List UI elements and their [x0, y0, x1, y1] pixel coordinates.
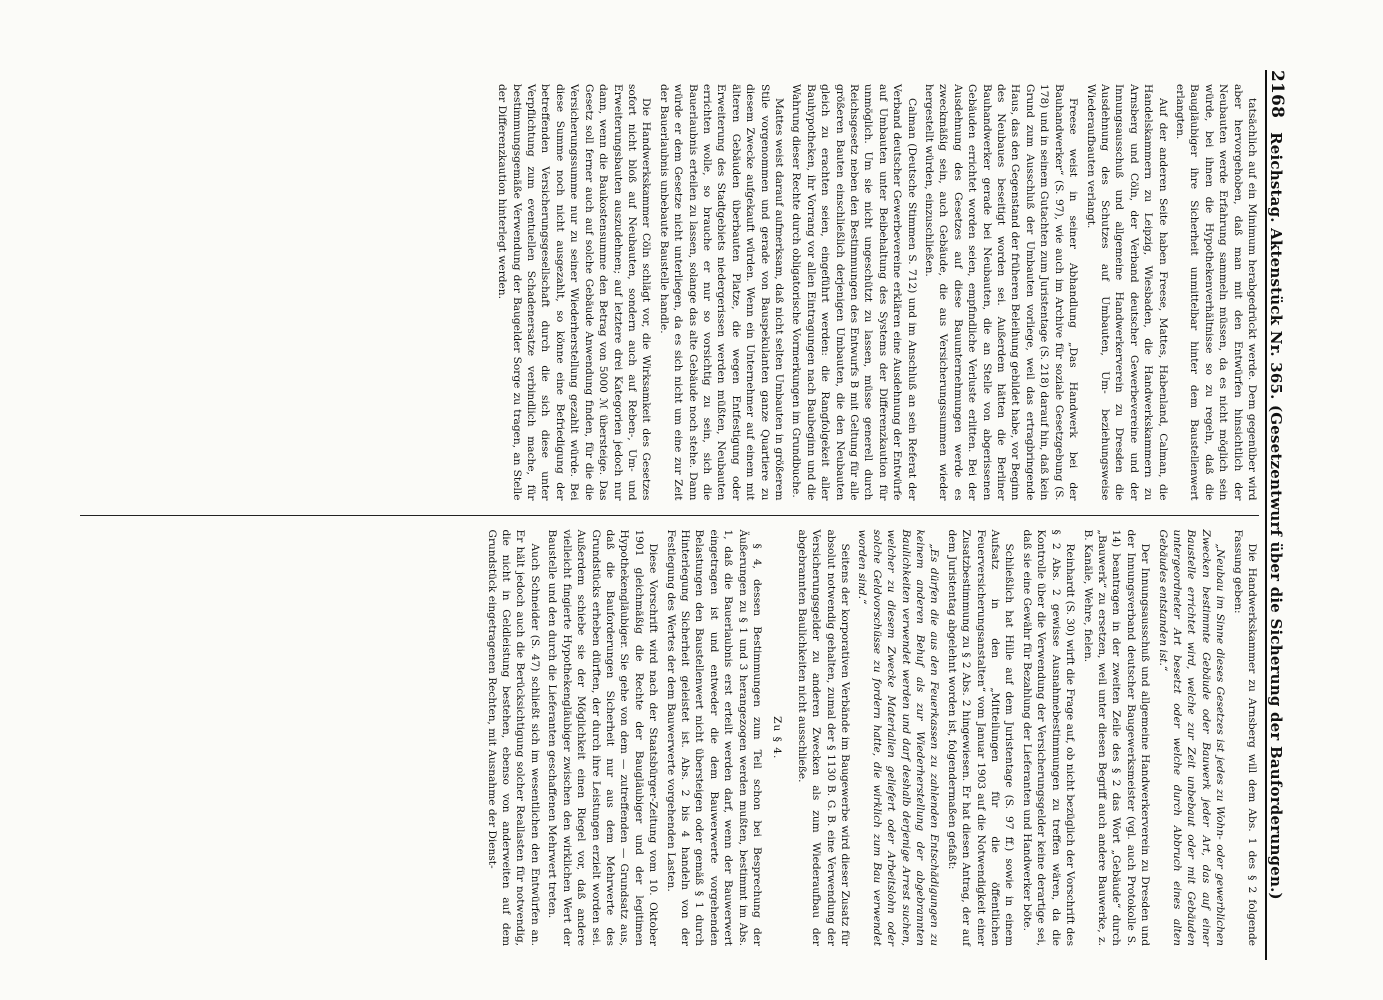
paragraph: Freese weist in seiner Abhandlung „Das Handwerk bei der Bauhandwerker“ (S. 97), wie auch im Archive für soziale Gesetzgebung (S. 178) und in seinem Gutachten zum Juristentage (S. 218) darauf hin, daß kein Grund zum Ausschluß der Umbauten vorliege, weil das ertragbringende Haus, das den Gegenstand der früheren Beleihung gebildet habe, vor Beginn des Neubaues beseitigt worden sei. Außerdem hätten die Berliner Bauhandwerker gerade bei Neubauten, die an Stelle von abgerissenen Gebäuden errichtet worden seien, empfindliche Verluste erlitten. Bei der Ausdehnung des Gesetzes auf diese Bauunternehmungen werde es zweckmäßig sein, auch Gebäude, die aus Versicherungssummen wieder hergestellt würden, einzuschließen.	[923, 84, 1080, 501]
section-heading: Zu § 4.	[771, 716, 784, 760]
paragraph: Schließlich hat Hille auf dem Juristentage (S. 97 ff.) sowie in einem Aufsatz in den „Mitteilungen für die öffentlichen Feuerversicherungsanstalten“ vom Januar 1903 auf die Notwendigkeit einer Zusatzbestimmung zu § 2 Abs. 2 hingewiesen. Er hat diesen Antrag, der auf dem Juristentag abgelehnt worden ist, folgendermaßen gefaßt:	[945, 529, 1016, 946]
paragraph: Calman (Deutsche Stimmen S. 712) und im Anschluß an sein Referat der Verband deutscher Gewerbevereine erklären eine Ausdehnung der Entwürfe auf Umbauten unter Beibehaltung des Systems der Differenzkaution für unmöglich. Um sie nicht ungeschützt zu lassen, müsse generell durch Reichsgesetz neben den Bestimmungen des Entwurfs B mit Geltung für alle größeren Bauten einschließlich derjenigen Umbauten, die den Neubauten gleich zu erachten seien, eingeführt werden: die Rangfolgekeit aller Bauhypotheken, ihr Vorrang vor allen Eintragungen nach Baubeginn und die Wahrung dieser Rechte durch obligatorische Vormerkungen im Grundbuche.	[790, 84, 918, 501]
paragraph: Reinhardt (S. 30) wirft die Frage auf, ob nicht bezüglich der Vorschrift des § 2 Abs. 2 gewisse Ausnahmebestimmungen zu treffen wären, da die Kontrolle über die Verwendung der Versicherungsgelder keine derartige sei, daß sie eine Gewähr für Bezahlung der Lieferanten und Handwerker böte.	[1020, 529, 1077, 946]
right-column	[80, 515, 1259, 961]
page-header	[1265, 70, 1301, 960]
left-column	[80, 70, 1259, 515]
paragraph: Auch Schneider (S. 47) schließt sich im wesentlichen den Entwürfen an. Er hält jedoch auch die Berücksichtigung solcher Reallasten für notwendig, die nicht in Geldleistung bestehen, ebenso von anderweiten auf dem Grundstück eingetragenen Rechten, mit Ausnahme der Dienst-	[485, 529, 541, 946]
page-number: 2168	[1267, 70, 1287, 119]
quotation: „Neubau im Sinne dieses Gesetzes ist jedes zu Wohn- oder gewerblichen Zwecken bestimmte Gebäude oder Bauwerk jeder Art, das auf einer Baustelle errichtet wird, welche zur Zeit unbebaut oder mit Gebäuden untergeordneter Art besetzt oder welche durch Abbruch eines alten Gebäudes entstanden ist.“	[1156, 529, 1227, 946]
paragraph: Die Handwerkskammer zu Arnsberg will dem Abs. 1 des § 2 folgende Fassung geben:	[1231, 529, 1258, 946]
paragraph: Auf der anderen Seite haben Freese, Mattes, Habenland, Calman, die Handelskammern zu Leipzig, Wiesbaden, die Handwerkskammern zu Arnsberg und Cöln, der Verband deutscher Gewerbevereine und der Innungsausschuß und allgemeine Handwerkerverein zu Dresden die Ausdehnung des Schutzes auf Umbauten, Um- beziehungsweise Wiederaufbauten verlangt.	[1084, 84, 1169, 501]
paragraph: Die Handwerkskammer Cöln schlägt vor, die Wirksamkeit des Gesetzes sofort nicht bloß auf Neubauten, sondern auch auf Reben-, Um- und Erweiterungsbauten auszudehnen; auf letztere drei Kategorien jedoch nur dann, wenn die Baukostensumme den Betrag von 5000 ℳ übersteige. Das Gesetz soll ferner auch auf solche Gebäude Anwendung finden, für die die Versicherungssumme nur zu seiner Wiederherstellung gezahlt würde. Bei diese Summe noch nicht ausgezahlt, so könne eine Befriedigung der betreffenden Versicherungsgesellschaft durch die sich diese unter Verpflichtung zum eventuellen Schadenersatze verbindlich mache, für bestimmungsgemäße Verwendung der Baugelder Sorge zu tragen, an Stelle der Differenzkaution hinterlegt werden.	[496, 84, 653, 501]
paragraph: Mattes weist darauf aufmerksam, daß nicht selten Umbauten in größerem Stile vorgenommen und gerade von Bauspekulanten ganze Quartiere zu diesem Zwecke aufgekauft würden. Wenn ein Unternehmer auf einem mit älteren Gebäuden überbauten Platze, die wegen Entfestigung oder Erweiterung des Stadtgebiets niedergerissen werden müßten, Neubauten errichten wolle, so brauche er nur so vorsichtig zu sein, sich die Bauerlaubnis erteilen zu lassen, solange das alte Gebäude noch stehe. Dann würde er dem Gesetze nicht unterliegen, da es sich nicht um eine zur Zeit der Bauerlaubnis unbebaute Baustelle handle.	[657, 84, 785, 501]
paragraph: Seitens der korporativen Verbände im Baugewerbe wird dieser Zusatz für absolut notwendig gehalten, zumal der § 1130 B. G. B. eine Verwendung der Versicherungsgelder zu anderen Zwecken als zum Wiederaufbau der abgebrannten Baulichkeiten nicht ausschließe.	[795, 529, 852, 946]
paragraph: § 4, dessen Bestimmungen zum Teil schon bei Besprechung der Äußerungen zu § 1 und 3 herangezogen werden mußten, bestimmt im Abs. 1, daß die Bauerlaubnis erst erteilt werden darf, wenn der Bauwerwert eingetragen ist und entweder die dem Bauwerwerte vorgehenden Belastungen den Baustellenwert nicht übersteigen oder gemäß § 1 durch Hinterlegung Sicherheit geleistet ist. Abs. 2 bis 4 handeln von der Festlegung des Wertes der dem Bauwerwerte vorgehenden Lasten.	[664, 529, 763, 946]
paragraph: tatsächlich auf ein Minimum herabgedrückt werde. Dem gegenüber wird aber hervorgehoben, daß man mit den Entwürfen hinsichtlich der Neubauten werde Erfahrung sammeln müssen, da es nicht möglich sein würde, bei ihnen die Hypothekenverhältnisse so zu regeln, daß die Baugläubiger ihre Sicherheit unmittelbar hinter dem Baustellenwert erlangten.	[1173, 84, 1258, 501]
running-title: Reichstag. Aktenstück Nr. 365. (Gesetzentwurf über die Sicherung der Bauforderungen.)	[1267, 132, 1285, 900]
paragraph: Diese Vorschrift wird nach der Staatsbürger-Zeitung vom 10. Oktober 1901 gleichmäßig die Rechte der Baugläubiger und der legitimen Hypothekengläubiger. Sie gehe von dem — zutreffenden — Grundsatz aus, daß die Bauforderungen Sicherheit nur aus dem Mehrwerte des Grundstücks erheben dürften, der durch ihre Leistungen erzielt worden sei. Außerdem schiebe sie der Möglichkeit einen Riegel vor, daß andere vielleicht fingierte Hypothekengläubiger zwischen den wirklichen Wert der Baustelle und den durch die Lieferanten geschaffenen Mehrwert treten.	[546, 529, 660, 946]
quotation: „Es dürfen die aus den Feuerkassen zu zahlenden Entschädigungen zu keinem anderen Behuf als zur Wiederherstellung der abgebrannten Baulichkeiten verwendet werden und darf deshalb derjenige Arrest suchen, welcher zu diesem Zwecke Materialien geliefert oder Arbeitslohn oder solche Geldvorschüsse zu fordern hatte, die wirklich zum Bau verwendet worden sind.“	[856, 529, 941, 946]
text-columns	[80, 70, 1259, 960]
paragraph: Der Innungsausschuß und allgemeine Handwerkerverein zu Dresden und der Innungsverband deutscher Baugewerksmeister (vgl. auch Protokolle S. 14) beantragen in der zweiten Zeile des § 2 das Wort „Gebäude“ durch „Bauwerk“ zu ersetzen, weil unter diesen Begriff auch andere Bauwerke, z. B. Kanäle, Wehre, fielen.	[1081, 529, 1152, 946]
